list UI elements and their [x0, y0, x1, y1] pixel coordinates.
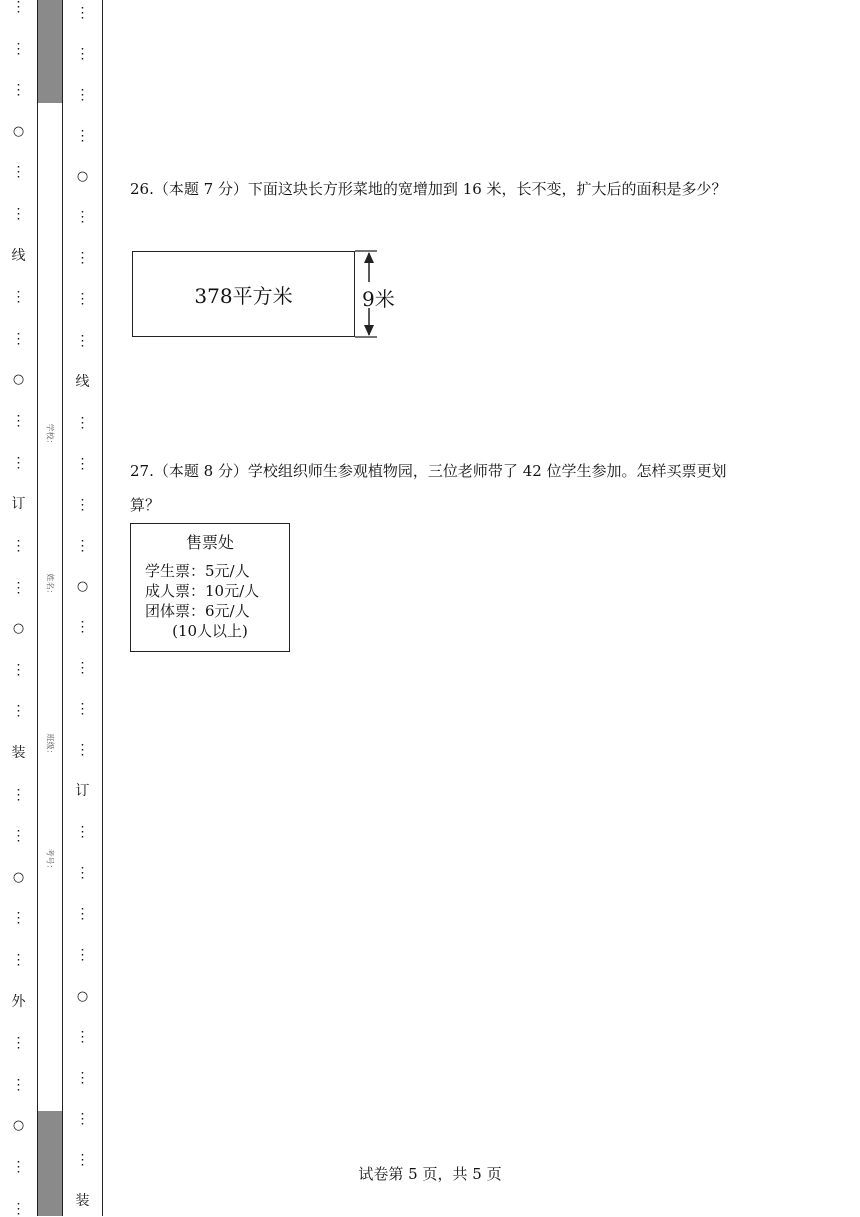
binding-mark: 外 — [11, 993, 26, 1010]
binding-dots-icon: ⋮ — [75, 87, 90, 104]
band-label-exam-number: 考号： — [45, 848, 55, 873]
binding-dots-icon: ⋮ — [11, 910, 26, 927]
binding-mark: 订 — [11, 496, 26, 513]
binding-circle-icon: ○ — [12, 869, 25, 885]
binding-mark: 线 — [75, 373, 90, 390]
binding-dots-icon: ⋮ — [75, 906, 90, 923]
binding-dots-icon: ⋮ — [11, 537, 26, 554]
binding-dots-icon: ⋮ — [75, 701, 90, 718]
binding-dots-icon: ⋮ — [75, 455, 90, 472]
binding-dots-icon: ⋮ — [75, 1110, 90, 1127]
ticket-price-board — [130, 523, 290, 652]
binding-circle-icon: ○ — [76, 578, 89, 594]
binding-dots-icon: ⋮ — [11, 164, 26, 181]
binding-info-band — [37, 0, 63, 1216]
binding-dots-icon: ⋮ — [75, 291, 90, 308]
binding-dots-icon: ⋮ — [75, 660, 90, 676]
width-label: 9米 — [362, 287, 395, 311]
binding-circle-icon: ○ — [12, 372, 25, 388]
binding-dots-icon: ⋮ — [11, 661, 26, 678]
band-label-school: 学校： — [45, 423, 55, 448]
binding-dots-icon: ⋮ — [11, 579, 26, 596]
binding-dots-icon: ⋮ — [11, 454, 26, 471]
binding-dots-icon: ⋮ — [11, 1200, 26, 1217]
binding-dots-icon: ⋮ — [75, 865, 90, 882]
binding-dots-icon: ⋮ — [75, 128, 90, 145]
binding-dots-icon: ⋮ — [75, 250, 90, 267]
ticket-price-list — [145, 561, 289, 621]
binding-dots-icon: ⋮ — [75, 1069, 90, 1086]
binding-dots-icon: ⋮ — [11, 703, 26, 720]
vegetable-plot-rectangle — [132, 251, 355, 337]
page-footer: 试卷第 5 页，共 5 页 — [358, 1165, 502, 1183]
binding-dots-icon: ⋮ — [11, 289, 26, 306]
ticket-board-title: 售票处 — [185, 533, 234, 552]
binding-mark: 装 — [11, 744, 26, 761]
binding-dots-icon: ⋮ — [75, 5, 90, 21]
binding-dots-icon: ⋮ — [75, 1028, 90, 1045]
outer-binding-column — [0, 0, 37, 1216]
binding-dots-icon: ⋮ — [11, 82, 26, 99]
binding-circle-icon: ○ — [12, 1118, 25, 1134]
binding-dots-icon: ⋮ — [11, 1159, 26, 1176]
binding-dots-icon: ⋮ — [11, 828, 26, 845]
band-label-name: 姓名： — [45, 573, 55, 598]
student-ticket-price: 学生票：5元/人 — [145, 562, 250, 580]
binding-dots-icon: ⋮ — [11, 413, 26, 430]
binding-mark: 线 — [11, 247, 26, 264]
binding-dots-icon: ⋮ — [11, 206, 26, 223]
area-label: 378平方米 — [194, 283, 293, 308]
binding-circle-icon: ○ — [12, 621, 25, 637]
binding-dots-icon: ⋮ — [75, 46, 90, 63]
group-ticket-note: (10人以上) — [172, 622, 248, 640]
inner-binding-column — [63, 0, 103, 1216]
binding-dots-icon: ⋮ — [75, 414, 90, 431]
binding-dots-icon: ⋮ — [11, 1076, 26, 1093]
binding-dots-icon: ⋮ — [75, 537, 90, 554]
binding-dots-icon: ⋮ — [75, 332, 90, 349]
binding-dots-icon: ⋮ — [75, 496, 90, 513]
question-27-text: 27.（本题 8 分）学校组织师生参观植物园，三位老师带了 42 位学生参加。怎样买票更划算？ — [130, 462, 727, 514]
adult-ticket-price: 成人票：10元/人 — [145, 582, 260, 600]
binding-dots-icon: ⋮ — [75, 742, 90, 759]
binding-dots-icon: ⋮ — [75, 824, 90, 841]
binding-dots-icon: ⋮ — [75, 947, 90, 964]
binding-circle-icon: ○ — [76, 988, 89, 1004]
question-26-text: 26.（本题 7 分）下面这块长方形菜地的宽增加到 16 米，长不变，扩大后的面积是多少？ — [130, 180, 727, 198]
band-label-class: 班级： — [45, 733, 55, 758]
binding-dots-icon: ⋮ — [11, 1035, 26, 1052]
binding-dots-icon: ⋮ — [75, 1151, 90, 1168]
binding-mark: 装 — [75, 1192, 90, 1209]
group-ticket-price: 团体票：6元/人 — [145, 602, 250, 620]
binding-circle-icon: ○ — [76, 169, 89, 185]
binding-dots-icon: ⋮ — [11, 952, 26, 969]
binding-dots-icon: ⋮ — [75, 618, 90, 635]
binding-dots-icon: ⋮ — [11, 786, 26, 803]
gray-block-top — [38, 0, 62, 103]
binding-circle-icon: ○ — [12, 123, 25, 139]
binding-mark: 订 — [75, 783, 90, 800]
binding-dots-icon: ⋮ — [11, 330, 26, 347]
binding-dots-icon: ⋮ — [75, 209, 90, 226]
binding-dots-icon: ⋮ — [11, 0, 26, 15]
binding-dots-icon: ⋮ — [11, 40, 26, 57]
